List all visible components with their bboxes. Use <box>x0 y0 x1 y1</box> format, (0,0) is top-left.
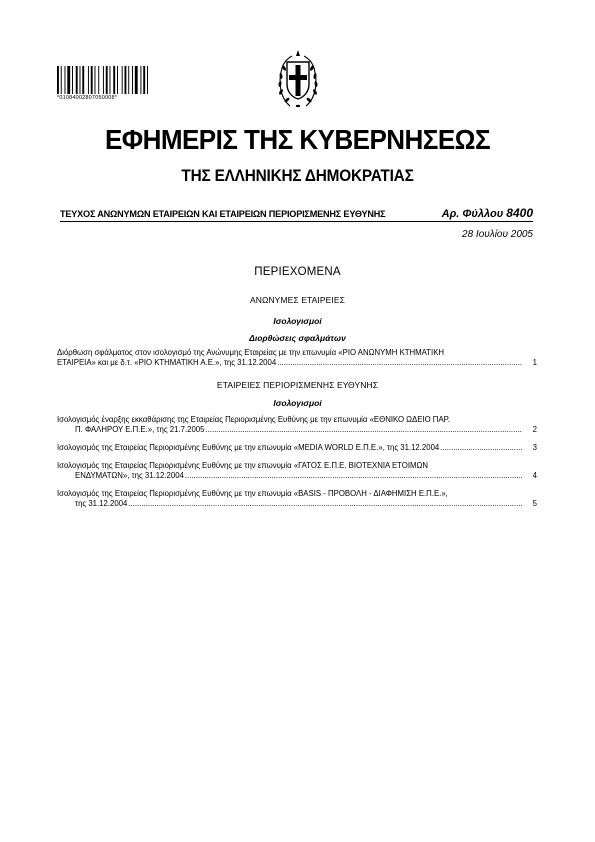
barcode-bar <box>67 66 70 94</box>
barcode-bar <box>117 66 118 94</box>
section-title: ΑΝΩΝΥΜΕΣ ΕΤΑΙΡΕΙΕΣ <box>249 295 346 305</box>
section-subtitle: Ισολογισμοί <box>273 398 322 408</box>
barcode-bar <box>65 66 66 94</box>
sheet-number <box>442 206 533 220</box>
barcode-bar <box>88 66 89 94</box>
barcode-bar <box>122 66 123 94</box>
barcode-bar <box>103 66 104 94</box>
barcode-bar <box>80 66 81 94</box>
barcode-bar <box>128 66 129 94</box>
barcode-bar <box>140 66 141 94</box>
header-divider <box>60 221 533 222</box>
coat-of-arms-icon <box>276 48 320 110</box>
entry-line2 <box>57 425 537 435</box>
entry-line2 <box>57 471 537 481</box>
barcode-bar <box>143 66 145 94</box>
contents-entry[interactable] <box>57 489 537 509</box>
entry-page-number: 3 <box>532 443 537 452</box>
barcode-bar <box>98 66 99 94</box>
entry-text-line2: ΕΝΔΥΜΑΤΩΝ», της 31.12.2004 <box>75 471 184 480</box>
entry-text-line1: Ισολογισμός έναρξης εκκαθάρισης της Εταιρείας Περιορισμένης Ευθύνης με την επωνυμία «ΕΘΝΙΚΟ ΩΔΕΙΟ ΠΑΡ. <box>57 415 451 424</box>
contents-entry[interactable] <box>57 443 537 453</box>
entry-line1 <box>57 443 537 453</box>
leader-dots <box>440 443 522 453</box>
barcode-bar <box>113 66 115 94</box>
issue-date: 28 Ιουλίου 2005 <box>462 229 533 240</box>
entry-text-line1: Ισολογισμός της Εταιρείας Περιορισμένης Ευθύνης με την επωνυμία «ΓΑΤΟΣ Ε.Π.Ε. ΒΙΟΤΕΧΝΙΑ ΕΤΟΙΜΩΝ <box>57 461 428 470</box>
contents-entry[interactable] <box>57 348 537 368</box>
entry-page-number: 5 <box>532 499 537 508</box>
leader-dots <box>277 358 522 368</box>
leader-dots <box>185 471 522 481</box>
entry-page-number: 1 <box>532 358 537 367</box>
barcode-bar <box>135 66 138 94</box>
barcode-bar <box>106 66 108 94</box>
entry-page-number: 2 <box>532 425 537 434</box>
barcode-bar <box>82 66 84 94</box>
barcode-bar <box>110 66 111 94</box>
section-subsubtitle: Διορθώσεις σφαλμάτων <box>249 333 346 343</box>
leader-dots <box>205 425 522 435</box>
entry-text-line2: Π. ΦΑΛΗΡΟΥ Ε.Π.Ε.», της 21.7.2005 <box>75 425 205 434</box>
leader-dots <box>128 499 522 509</box>
issue-type: ΤΕΥΧΟΣ ΑΝΩΝΥΜΩΝ ΕΤΑΙΡΕΙΩΝ ΚΑΙ ΕΤΑΙΡΕΙΩΝ ΠΕΡΙΟΡΙΣΜΕΝΗΣ ΕΥΘΥΝΗΣ <box>60 209 386 220</box>
barcode-bar <box>132 66 133 94</box>
barcode-bar <box>125 66 127 94</box>
gazette-title: ΕΦΗΜΕΡΙΣ ΤΗΣ ΚΥΒΕΡΝΗΣΕΩΣ <box>104 124 491 155</box>
barcode-bar <box>147 66 148 94</box>
entry-text-line1: Ισολογισμός της Εταιρείας Περιορισμένης Ευθύνης με την επωνυμία «MEDIA WORLD Ε.Π.Ε.», της 31.12.2004 <box>57 443 440 452</box>
entry-text-line1: Διόρθωση σφάλματος στον ισολογισμό της Ανώνυμης Εταιρείας με την επωνυμία «ΡΙΟ ΑΝΩΝΥΜΗ ΚΤΗΜΑΤΙΚΗ <box>57 348 445 357</box>
barcode-bar <box>72 66 73 94</box>
entry-text-line1: Ισολογισμός της Εταιρείας Περιορισμένης Ευθύνης με την επωνυμία «BASIS - ΠΡΟΒΟΛΗ - ΔΙΑΦΗΜΙΣΗ Ε.Π.Ε.», <box>57 489 448 498</box>
barcode-number: *01084002807050008* <box>57 95 118 101</box>
contents-heading: ΠΕΡΙΕΧΟΜΕΝΑ <box>254 266 341 278</box>
entry-line2 <box>57 499 537 509</box>
sheet-number-value: 8400 <box>506 206 533 220</box>
section-subtitle: Ισολογισμοί <box>273 316 322 326</box>
entry-text-line2: ΕΤΑΙΡΕΙΑ» και με δ.τ. «ΡΙΟ ΚΤΗΜΑΤΙΚΗ Α.Ε.», της 31.12.2004 <box>57 358 277 367</box>
barcode-bar <box>91 66 93 94</box>
barcode-bar <box>57 66 59 94</box>
gazette-subtitle: ΤΗΣ ΕΛΛΗΝΙΚΗΣ ΔΗΜΟΚΡΑΤΙΑΣ <box>181 167 414 185</box>
entry-text-line2: της 31.12.2004 <box>75 499 128 508</box>
sheet-number-label: Αρ. Φύλλου <box>441 208 504 220</box>
contents-entry[interactable] <box>57 415 537 435</box>
barcode-bar <box>61 66 62 94</box>
barcode-bar <box>76 66 78 94</box>
entry-line2 <box>57 358 537 368</box>
contents-entry[interactable] <box>57 461 537 481</box>
barcode <box>57 66 150 94</box>
section-title: ΕΤΑΙΡΕΙΕΣ ΠΕΡΙΟΡΙΣΜΕΝΗΣ ΕΥΘΥΝΗΣ <box>216 380 379 390</box>
barcode-bar <box>95 66 96 94</box>
entry-page-number: 4 <box>532 471 537 480</box>
